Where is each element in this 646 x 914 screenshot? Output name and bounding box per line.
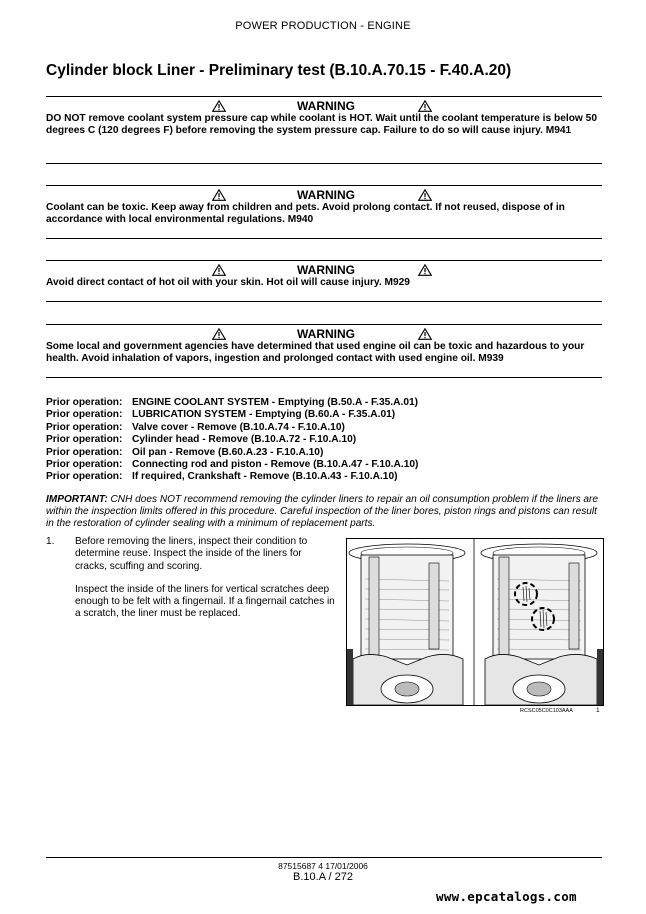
- step-paragraph: Before removing the liners, inspect their condition to determine reuse. Inspect the inside of the liners for cracks, scuffing and scoring.: [75, 536, 308, 572]
- cylinder-liner-illustration: [346, 538, 604, 706]
- warning-triangle-icon: [418, 100, 432, 112]
- warning-triangle-icon: [212, 100, 226, 112]
- warning-text: Avoid direct contact of hot oil with your skin. Hot oil will cause injury. M929: [46, 277, 410, 288]
- footer-page-number: B.10.A / 272: [293, 871, 353, 883]
- warning-triangle-icon: [212, 264, 226, 276]
- warning-triangle-icon: [418, 264, 432, 276]
- prior-operation-item: Prior operation: Valve cover - Remove (B.10.A.74 - F.10.A.10): [46, 421, 345, 433]
- divider: [46, 377, 602, 378]
- warning-triangle-icon: [418, 189, 432, 201]
- warning-label: WARNING: [297, 99, 355, 113]
- warning-label: WARNING: [297, 188, 355, 202]
- warning-block-1: [46, 100, 606, 138]
- divider: [46, 260, 602, 261]
- liner-right-panel: [481, 544, 603, 705]
- figure-number: 1: [596, 707, 600, 714]
- divider: [46, 238, 602, 239]
- warning-block-2: [46, 189, 606, 227]
- important-text: CNH does NOT recommend removing the cylinder liners to repair an oil consumption problem if the liners are within the inspection limits offered in this procedure. Careful inspection of the liner bores, piston rings and pistons can result in the restoration of cylinder sealing with a minimum of replacement parts.: [46, 494, 599, 530]
- divider: [46, 163, 602, 164]
- step-number: 1.: [46, 536, 55, 547]
- watermark-text: www.epcatalogs.com: [436, 889, 577, 904]
- prior-operations-list: [46, 397, 602, 484]
- important-label: IMPORTANT:: [46, 494, 108, 505]
- prior-operation-item: Prior operation: Connecting rod and piston - Remove (B.10.A.47 - F.10.A.10): [46, 459, 419, 471]
- warning-label: WARNING: [297, 327, 355, 341]
- figure-code: RCSC05C0C103AAA: [520, 708, 573, 714]
- warning-triangle-icon: [418, 328, 432, 340]
- warning-block-4: [46, 328, 606, 366]
- warning-block-3: [46, 264, 606, 289]
- liner-left-panel: [347, 544, 465, 705]
- footer-doc-ref: 87515687 4 17/01/2006: [278, 861, 368, 871]
- page-header: POWER PRODUCTION - ENGINE: [235, 20, 411, 32]
- procedure-step-1: [46, 536, 336, 632]
- step-paragraph: Inspect the inside of the liners for vertical scratches deep enough to be felt with a fingernail. If a fingernail catches in a scratch, the liner must be replaced.: [75, 583, 335, 620]
- page-title: Cylinder block Liner - Preliminary test (B.10.A.70.15 - F.40.A.20): [46, 62, 512, 79]
- prior-operation-item: Prior operation: LUBRICATION SYSTEM - Emptying (B.60.A - F.35.A.01): [46, 409, 396, 421]
- prior-operation-item: Prior operation: Oil pan - Remove (B.60.A.23 - F.10.A.10): [46, 446, 324, 458]
- warning-text: Coolant can be toxic. Keep away from children and pets. Avoid prolong contact. If not reused, dispose of in accordance with local environmental regulations. M940: [46, 202, 565, 226]
- prior-operation-item: Prior operation: ENGINE COOLANT SYSTEM - Emptying (B.50.A - F.35.A.01): [46, 397, 419, 408]
- warning-text: DO NOT remove coolant system pressure cap while coolant is HOT. Wait until the coolant temperature is below 50 degrees C (120 degrees F) before removing the system pressure cap. Failure to do so will cause injury. M941: [46, 113, 598, 137]
- divider: [46, 301, 602, 302]
- divider: [46, 96, 602, 97]
- important-note: [46, 494, 606, 531]
- footer-divider: [46, 857, 602, 858]
- prior-operation-item: Prior operation: If required, Crankshaft - Remove (B.10.A.43 - F.10.A.10): [46, 471, 398, 483]
- warning-label: WARNING: [297, 263, 355, 277]
- divider: [46, 324, 602, 325]
- warning-triangle-icon: [212, 189, 226, 201]
- warning-text: Some local and government agencies have determined that used engine oil can be toxic and hazardous to your health. Avoid inhalation of vapors, ingestion and prolonged contact with used engine oil. M939: [46, 341, 585, 365]
- prior-operation-item: Prior operation: Cylinder head - Remove (B.10.A.72 - F.10.A.10): [46, 434, 357, 446]
- divider: [46, 185, 602, 186]
- warning-triangle-icon: [212, 328, 226, 340]
